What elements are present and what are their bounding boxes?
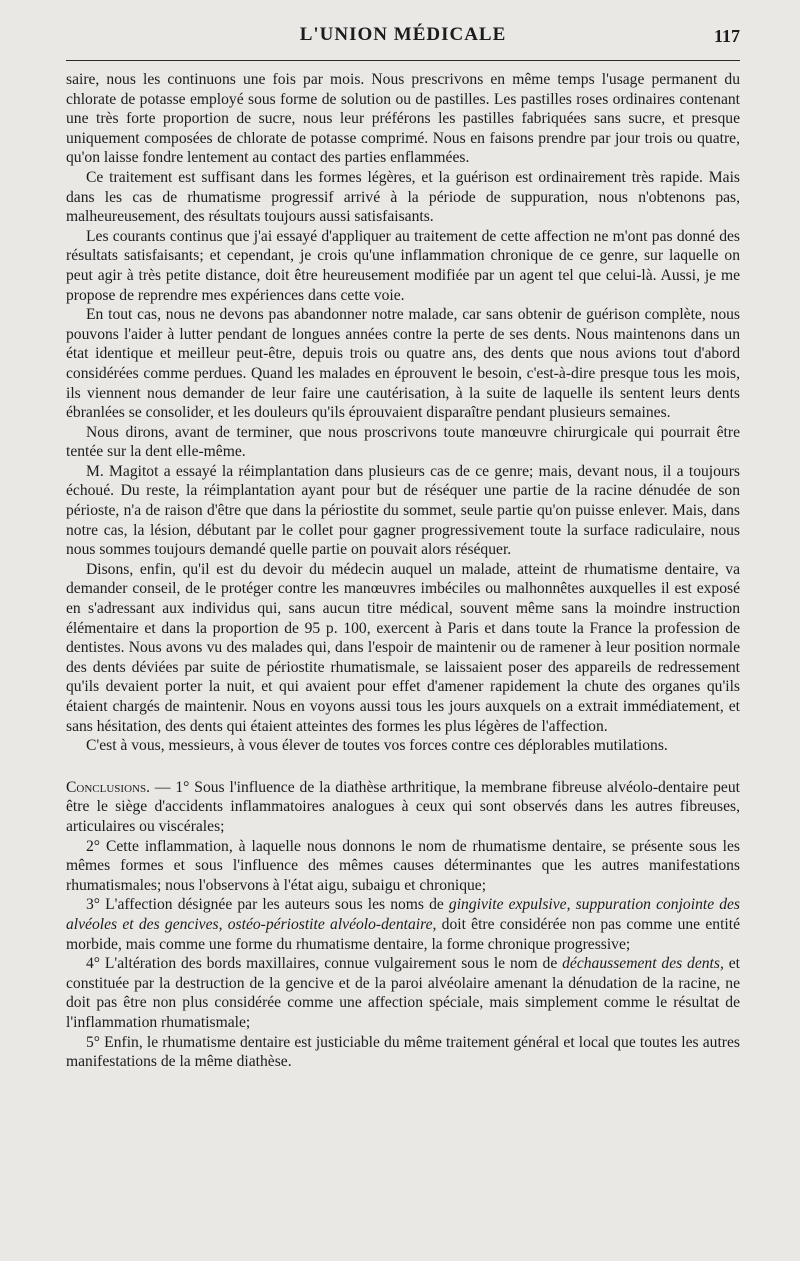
paragraph-3: Les courants continus que j'ai essayé d'appliquer au traitement de cette affection ne m'ont pas donné des résultats satisfaisants; et cependant, je crois qu'une inflammation chronique de ce genre, sur laquelle on peut agir à très petite distance, doit être heureusement modifiée par un agent tel que celui-là. Aussi, je me propose de reprendre mes expériences dans cette voie. <box>66 227 740 304</box>
conclusions-section <box>66 778 740 1072</box>
conclusion-1 <box>66 778 740 837</box>
conclusion-5: 5° Enfin, le rhumatisme dentaire est justiciable du même traitement général et local que toutes les autres manifestations de la même diathèse. <box>66 1033 740 1071</box>
section-gap <box>66 756 740 778</box>
conclusion-1-text: — 1° Sous l'influence de la diathèse arthritique, la membrane fibreuse alvéolo-dentaire peut être le siège d'accidents inflammatoires analogues à ceux qui sont observés dans les autres fibreuses, articulaires ou viscérales; <box>66 778 740 835</box>
conclusion-4-text-a: 4° L'altération des bords maxillaires, connue vulgairement sous le nom de <box>86 955 563 973</box>
paragraph-7: Disons, enfin, qu'il est du devoir du médecin auquel un malade, atteint de rhumatisme dentaire, va demander conseil, de le protéger contre les manœuvres imbéciles ou malhonnêtes auxquelles il est exposé en s'adressant aux individus qui, sans aucun titre médical, souvent même sans la moindre instruction élémentaire et dans la proportion de 95 p. 100, exercent à Paris et dans toute la France la profession de dentistes. Nous avons vu des malades qui, dans l'espoir de maintenir ou de ramener à leur position normale des dents déviées par suite de périostite rhumatismale, se laissaient poser des appareils de redressement qu'ils devaient porter la nuit, et qui avaient pour effet d'amener rapidement la chute des organes qu'ils étaient chargés de maintenir. Nous en voyons aussi tous les jours auxquels on a extrait immédiatement, et sans hésitation, des dents qui étaient atteintes des formes les plus légères de l'affection. <box>66 560 740 735</box>
running-head <box>66 22 740 56</box>
paragraph-6: M. Magitot a essayé la réimplantation dans plusieurs cas de ce genre; mais, devant nous, il a toujours échoué. Du reste, la réimplantation ayant pour but de réséquer une partie de la racine dénudée de son périoste, n'a de raison d'être que dans la périostite du sommet, seule partie qu'on puisse enlever. Mais, dans notre cas, la lésion, débutant par le collet pour gagner progressivement toute la surface radiculaire, nous nous sommes toujours demandé quelle partie on pouvait alors réséquer. <box>66 462 740 559</box>
conclusion-2: 2° Cette inflammation, à laquelle nous donnons le nom de rhumatisme dentaire, se présente sous les mêmes formes et sous l'influence des mêmes causes déterminantes que les autres manifestations rhumatismales; nous l'observons à l'état aigu, subaigu et chronique; <box>66 837 740 894</box>
journal-title: L'UNION MÉDICALE <box>299 24 507 45</box>
conclusion-3 <box>66 895 740 954</box>
conclusion-4 <box>66 954 740 1032</box>
conclusion-4-italic: déchaussement des dents, <box>562 955 724 973</box>
paragraph-2: Ce traitement est suffisant dans les formes légères, et la guérison est ordinairement très rapide. Mais dans les cas de rhumatisme progressif arrivé à la période de suppuration, nous n'obtenons pas, malheureusement, des résultats toujours aussi satisfaisants. <box>66 168 740 226</box>
conclusions-heading: Conclusions. <box>66 778 150 796</box>
paragraph-1: saire, nous les continuons une fois par mois. Nous prescrivons en même temps l'usage permanent du chlorate de potasse employé sous forme de solution ou de pastilles. Les pastilles roses ordinaires contenant une très forte proportion de sucre, nous leur préférons les pastilles fabriquées sans sucre, et presque uniquement composées de chlorate de potasse comprimé. Nous en faisons prendre par jour trois ou quatre, qu'on laisse fondre lentement au contact des parties enflammées. <box>66 71 740 167</box>
conclusion-4-text-b: et constituée par la destruction de la gencive et de la paroi alvéolaire amenant la dénudation de la racine, ne doit pas être non plus considérée comme une affection spéciale, mais simplement comme le résultat de l'inflammation rhumatismale; <box>66 955 740 1031</box>
header-rule <box>66 60 740 61</box>
article-body <box>66 70 740 1072</box>
paragraph-4: En tout cas, nous ne devons pas abandonner notre malade, car sans obtenir de guérison complète, nous pouvons l'aider à lutter pendant de longues années contre la perte de ses dents. Nous maintenons dans un état identique et meilleur peut-être, depuis trois ou quatre ans, des dents que nous avions tout d'abord considérées comme perdues. Quand les malades en éprouvent le besoin, c'est-à-dire presque tous les mois, ils viennent nous demander de leur faire une cautérisation, à la suite de laquelle ils sentent leurs dents ébranlées se consolider, et les douleurs qu'ils éprouvaient disparaître pendant plusieurs semaines. <box>66 306 740 422</box>
conclusion-3-text-a: 3° L'affection désignée par les auteurs sous les noms de <box>86 896 449 914</box>
conclusion-3-italic: gingivite expulsive, suppuration conjointe des alvéoles et des gencives, ostéo-périostite alvéolo-dentaire, <box>66 896 741 933</box>
conclusion-3-text-b: doit être considérée non pas comme une entité morbide, mais comme une forme du rhumatisme dentaire, la forme chronique progressive; <box>66 915 741 953</box>
page-number: 117 <box>713 26 740 46</box>
paragraph-5: Nous dirons, avant de terminer, que nous proscrivons toute manœuvre chirurgicale qui pourrait être tentée sur la dent elle-même. <box>66 423 740 461</box>
paragraph-8: C'est à vous, messieurs, à vous élever de toutes vos forces contre ces déplorables mutilations. <box>86 737 668 755</box>
